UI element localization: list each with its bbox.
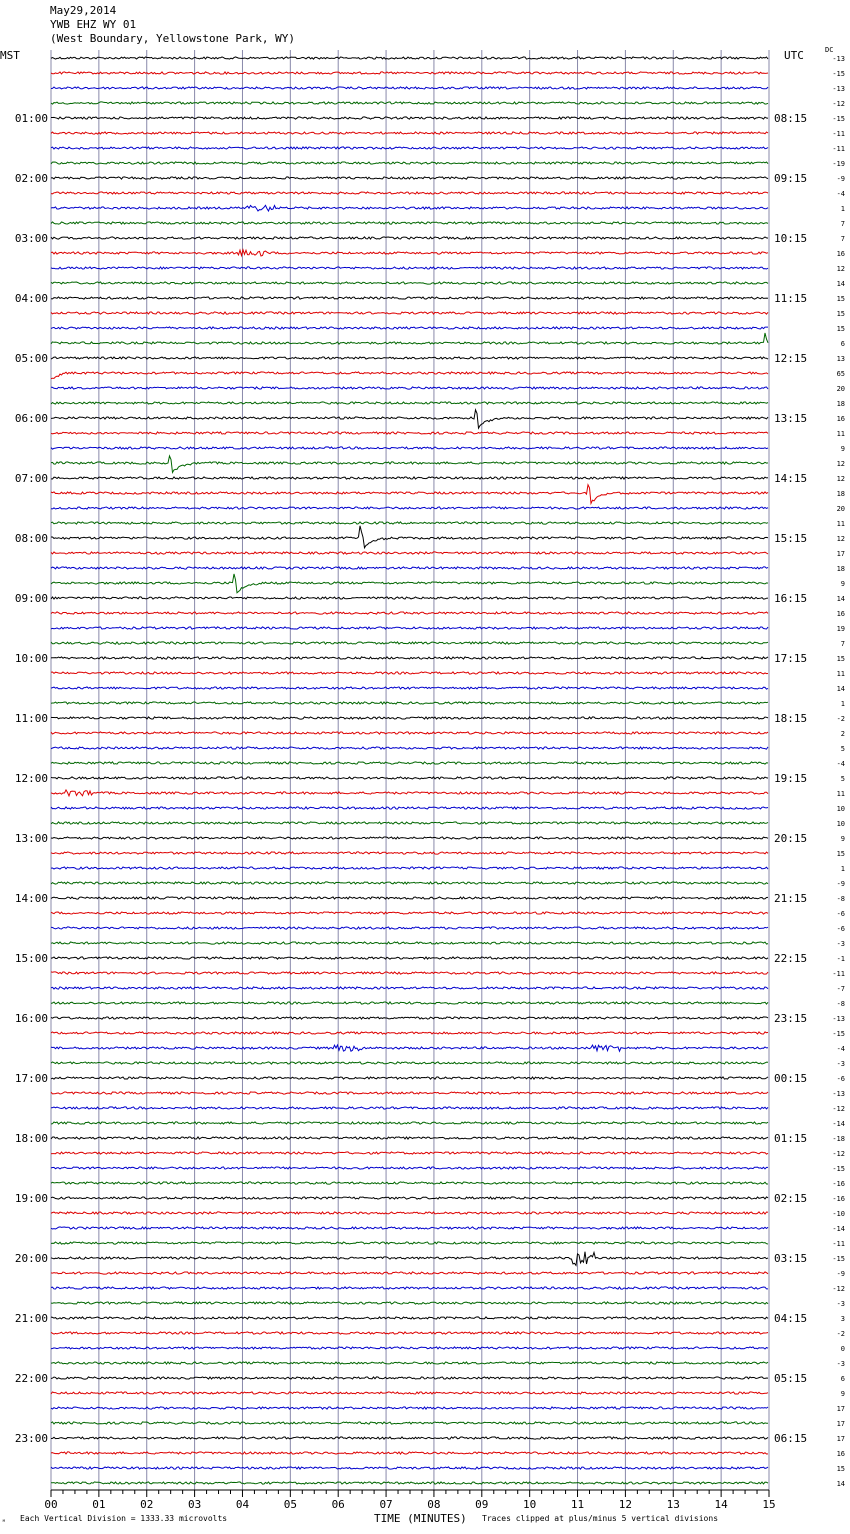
dc-offset-value: 65 <box>836 370 845 378</box>
dc-offset-value: 16 <box>836 610 845 618</box>
dc-offset-value: 14 <box>836 685 845 693</box>
dc-offset-value: -11 <box>832 145 845 153</box>
trace-row-37 <box>51 612 768 614</box>
trace-row-30 <box>51 507 768 509</box>
dc-offset-value: 9 <box>840 580 845 588</box>
dc-offset-labels <box>832 55 845 1488</box>
trace-row-40 <box>51 657 768 659</box>
dc-offset-value: -8 <box>836 895 845 903</box>
x-tick-label: 12 <box>618 1498 633 1511</box>
dc-offset-value: -12 <box>832 1105 845 1113</box>
utc-hour-label: 02:15 <box>774 1192 808 1205</box>
dc-offset-value: -14 <box>832 1120 845 1128</box>
mst-hour-label: 07:00 <box>14 472 48 485</box>
trace-row-47 <box>51 762 768 764</box>
utc-hour-label: 14:15 <box>774 472 808 485</box>
trace-row-9 <box>51 192 768 194</box>
x-tick-label: 01 <box>92 1498 106 1511</box>
trace-row-36 <box>51 597 768 599</box>
trace-row-8 <box>51 177 768 179</box>
trace-row-10 <box>51 205 768 211</box>
trace-row-71 <box>51 1122 768 1124</box>
dc-offset-value: -4 <box>836 190 845 198</box>
mst-hour-label: 14:00 <box>14 892 48 905</box>
mst-hour-label: 05:00 <box>14 352 48 365</box>
dc-offset-value: -13 <box>832 85 845 93</box>
trace-row-92 <box>51 1437 768 1439</box>
trace-row-64 <box>51 1017 768 1019</box>
trace-row-59 <box>51 942 768 944</box>
dc-offset-value: -16 <box>832 1180 845 1188</box>
trace-row-25 <box>51 432 768 434</box>
dc-offset-value: 16 <box>836 415 845 423</box>
trace-row-46 <box>51 747 768 749</box>
trace-row-58 <box>51 927 768 929</box>
trace-row-39 <box>51 642 768 644</box>
x-tick-label: 06 <box>331 1498 345 1511</box>
trace-row-32 <box>51 526 768 548</box>
trace-row-5 <box>51 132 768 134</box>
dc-offset-value: -14 <box>832 1225 845 1233</box>
dc-offset-header: DC <box>825 46 834 54</box>
trace-row-52 <box>51 837 768 839</box>
time-axis <box>44 1490 775 1511</box>
utc-hour-label: 17:15 <box>774 652 808 665</box>
trace-row-74 <box>51 1167 768 1169</box>
trace-row-42 <box>51 687 768 689</box>
dc-offset-value: 3 <box>840 1315 845 1323</box>
dc-offset-value: -15 <box>832 115 845 123</box>
dc-offset-value: 17 <box>836 550 845 558</box>
mst-hour-label: 12:00 <box>14 772 48 785</box>
x-tick-label: 08 <box>427 1498 441 1511</box>
trace-row-3 <box>51 102 768 104</box>
utc-hour-label: 16:15 <box>774 592 808 605</box>
dc-offset-value: -3 <box>836 1060 845 1068</box>
dc-offset-value: -15 <box>832 1165 845 1173</box>
trace-row-72 <box>51 1137 768 1139</box>
dc-offset-value: 14 <box>836 595 845 603</box>
trace-row-45 <box>51 732 768 734</box>
dc-offset-value: 9 <box>840 445 845 453</box>
dc-offset-value: 12 <box>836 460 845 468</box>
x-tick-label: 11 <box>570 1498 585 1511</box>
trace-row-57 <box>51 912 768 914</box>
x-tick-label: 05 <box>283 1498 297 1511</box>
dc-offset-value: 17 <box>836 1435 845 1443</box>
dc-offset-value: -3 <box>836 940 845 948</box>
dc-offset-value: -15 <box>832 70 845 78</box>
dc-offset-value: -13 <box>832 55 845 63</box>
trace-row-79 <box>51 1242 768 1244</box>
mst-hour-label: 09:00 <box>14 592 48 605</box>
dc-offset-value: 7 <box>840 640 845 648</box>
trace-row-19 <box>51 333 768 344</box>
dc-offset-value: -1 <box>836 955 845 963</box>
mst-hour-label: 17:00 <box>14 1072 48 1085</box>
dc-offset-value: 19 <box>836 625 845 633</box>
dc-offset-value: 14 <box>836 1480 845 1488</box>
utc-hour-label: 06:15 <box>774 1432 808 1445</box>
trace-row-84 <box>51 1317 768 1319</box>
station-code: YWB EHZ WY 01 <box>50 18 137 31</box>
trace-row-93 <box>51 1452 768 1454</box>
dc-offset-value: 6 <box>840 340 845 348</box>
dc-offset-value: 10 <box>836 820 845 828</box>
dc-offset-value: 15 <box>836 850 845 858</box>
dc-offset-value: 15 <box>836 325 845 333</box>
x-tick-label: 04 <box>235 1498 250 1511</box>
trace-row-95 <box>51 1482 768 1484</box>
utc-hour-label: 15:15 <box>774 532 808 545</box>
trace-row-68 <box>51 1077 768 1079</box>
dc-offset-value: -19 <box>832 160 845 168</box>
trace-row-21 <box>51 372 768 379</box>
trace-row-17 <box>51 312 768 314</box>
dc-offset-value: 0 <box>840 1345 845 1353</box>
dc-offset-value: 1 <box>840 865 845 873</box>
trace-row-78 <box>51 1227 768 1229</box>
dc-offset-value: 7 <box>840 235 845 243</box>
mst-hour-label: 18:00 <box>14 1132 48 1145</box>
dc-offset-value: -13 <box>832 1090 845 1098</box>
trace-row-65 <box>51 1032 768 1034</box>
dc-offset-value: 20 <box>836 385 845 393</box>
dc-offset-value: 12 <box>836 535 845 543</box>
trace-row-22 <box>51 387 768 389</box>
trace-row-61 <box>51 972 768 974</box>
trace-row-12 <box>51 237 768 239</box>
trace-row-85 <box>51 1332 768 1334</box>
dc-offset-value: 10 <box>836 805 845 813</box>
dc-offset-value: 16 <box>836 250 845 258</box>
trace-row-13 <box>51 250 768 256</box>
trace-row-31 <box>51 522 768 524</box>
dc-offset-value: -9 <box>836 1270 845 1278</box>
utc-hour-label: 18:15 <box>774 712 808 725</box>
dc-offset-value: -3 <box>836 1360 845 1368</box>
utc-hour-label: 13:15 <box>774 412 808 425</box>
dc-offset-value: -2 <box>836 1330 845 1338</box>
dc-offset-value: -6 <box>836 910 845 918</box>
dc-offset-value: 11 <box>836 430 845 438</box>
dc-offset-value: -16 <box>832 1195 845 1203</box>
trace-row-88 <box>51 1377 768 1379</box>
dc-offset-value: 15 <box>836 1465 845 1473</box>
vertical-division-note: Each Vertical Division = 1333.33 microvolts <box>20 1514 228 1523</box>
trace-row-33 <box>51 552 768 554</box>
utc-hour-label: 04:15 <box>774 1312 808 1325</box>
trace-row-26 <box>51 447 768 449</box>
clipping-note: Traces clipped at plus/minus 5 vertical divisions <box>482 1514 719 1523</box>
dc-offset-value: 9 <box>840 835 845 843</box>
trace-row-34 <box>51 567 768 569</box>
x-tick-label: 02 <box>140 1498 154 1511</box>
trace-row-75 <box>51 1182 768 1184</box>
dc-offset-value: -13 <box>832 1015 845 1023</box>
dc-offset-value: 20 <box>836 505 845 513</box>
dc-offset-value: -7 <box>836 985 845 993</box>
mst-hour-label: 15:00 <box>14 952 48 965</box>
left-timezone-label: MST <box>0 49 20 62</box>
trace-row-38 <box>51 627 768 629</box>
trace-row-20 <box>51 357 768 359</box>
x-tick-label: 03 <box>187 1498 202 1511</box>
utc-hour-label: 09:15 <box>774 172 808 185</box>
dc-offset-value: 15 <box>836 655 845 663</box>
dc-offset-value: 15 <box>836 295 845 303</box>
dc-offset-value: 5 <box>840 775 845 783</box>
dc-offset-value: -6 <box>836 1075 845 1083</box>
dc-offset-value: 16 <box>836 1450 845 1458</box>
trace-row-54 <box>51 867 768 869</box>
mst-hour-label: 06:00 <box>14 412 48 425</box>
dc-offset-value: 6 <box>840 1375 845 1383</box>
trace-row-77 <box>51 1212 768 1214</box>
trace-row-29 <box>51 485 768 504</box>
dc-offset-value: 12 <box>836 265 845 273</box>
dc-offset-value: 7 <box>840 220 845 228</box>
dc-offset-value: -4 <box>836 760 845 768</box>
mst-hour-label: 20:00 <box>14 1252 48 1265</box>
trace-row-41 <box>51 672 768 674</box>
dc-offset-value: -3 <box>836 1300 845 1308</box>
trace-row-53 <box>51 852 768 854</box>
dc-offset-value: 12 <box>836 475 845 483</box>
mst-hour-label: 19:00 <box>14 1192 48 1205</box>
mst-hour-label: 21:00 <box>14 1312 48 1325</box>
dc-offset-value: -4 <box>836 1045 845 1053</box>
x-tick-label: 07 <box>379 1498 393 1511</box>
trace-row-27 <box>51 456 768 473</box>
mst-hour-label: 10:00 <box>14 652 48 665</box>
trace-row-11 <box>51 222 768 224</box>
trace-row-48 <box>51 777 768 779</box>
trace-row-2 <box>51 87 768 89</box>
dc-offset-value: 18 <box>836 490 845 498</box>
x-tick-label: 13 <box>666 1498 680 1511</box>
dc-offset-value: -12 <box>832 1285 845 1293</box>
utc-hour-label: 21:15 <box>774 892 808 905</box>
utc-hour-label: 11:15 <box>774 292 808 305</box>
dc-offset-value: -15 <box>832 1030 845 1038</box>
dc-offset-value: 17 <box>836 1405 845 1413</box>
mst-hour-label: 04:00 <box>14 292 48 305</box>
x-axis-label: TIME (MINUTES) <box>374 1512 467 1525</box>
dc-offset-value: -8 <box>836 1000 845 1008</box>
mst-hour-label: 13:00 <box>14 832 48 845</box>
mst-hour-label: 22:00 <box>14 1372 48 1385</box>
x-tick-label: 15 <box>762 1498 776 1511</box>
dc-offset-value: -9 <box>836 880 845 888</box>
trace-row-80 <box>51 1252 768 1266</box>
trace-row-56 <box>51 897 768 899</box>
utc-hour-label: 23:15 <box>774 1012 808 1025</box>
corner-mark: ᴹ <box>2 1519 6 1526</box>
trace-row-67 <box>51 1062 768 1064</box>
dc-offset-value: 11 <box>836 670 845 678</box>
trace-row-43 <box>51 702 768 704</box>
trace-row-28 <box>51 477 768 479</box>
dc-offset-value: -2 <box>836 715 845 723</box>
dc-offset-value: -11 <box>832 130 845 138</box>
trace-row-15 <box>51 282 768 284</box>
trace-row-87 <box>51 1362 768 1364</box>
x-tick-label: 10 <box>523 1498 537 1511</box>
trace-row-35 <box>51 574 768 593</box>
dc-offset-value: 2 <box>840 730 845 738</box>
trace-row-69 <box>51 1092 768 1094</box>
dc-offset-value: -11 <box>832 970 845 978</box>
utc-hour-label: 19:15 <box>774 772 808 785</box>
dc-offset-value: 5 <box>840 745 845 753</box>
utc-hour-label: 03:15 <box>774 1252 808 1265</box>
utc-hour-label: 10:15 <box>774 232 808 245</box>
utc-hour-label: 12:15 <box>774 352 808 365</box>
dc-offset-value: 18 <box>836 400 845 408</box>
trace-row-55 <box>51 882 768 884</box>
trace-row-50 <box>51 807 768 809</box>
trace-row-62 <box>51 987 768 989</box>
dc-offset-value: 18 <box>836 565 845 573</box>
trace-row-91 <box>51 1422 768 1424</box>
utc-hour-label: 05:15 <box>774 1372 808 1385</box>
trace-row-76 <box>51 1197 768 1199</box>
trace-row-90 <box>51 1407 768 1409</box>
utc-hour-label: 22:15 <box>774 952 808 965</box>
utc-hour-label: 00:15 <box>774 1072 808 1085</box>
mst-hour-label: 01:00 <box>14 112 48 125</box>
utc-hour-label: 20:15 <box>774 832 808 845</box>
dc-offset-value: 1 <box>840 700 845 708</box>
trace-row-73 <box>51 1152 768 1154</box>
mst-hour-label: 23:00 <box>14 1432 48 1445</box>
record-date: May29,2014 <box>50 4 117 17</box>
mst-hour-label: 02:00 <box>14 172 48 185</box>
trace-row-4 <box>51 117 768 119</box>
trace-row-66 <box>51 1045 768 1051</box>
dc-offset-value: 1 <box>840 205 845 213</box>
trace-row-18 <box>51 327 768 329</box>
dc-offset-value: -11 <box>832 1240 845 1248</box>
trace-row-14 <box>51 267 768 269</box>
dc-offset-value: 15 <box>836 310 845 318</box>
dc-offset-value: -9 <box>836 175 845 183</box>
dc-offset-value: -6 <box>836 925 845 933</box>
trace-row-7 <box>51 162 768 164</box>
x-tick-label: 14 <box>714 1498 728 1511</box>
dc-offset-value: 14 <box>836 280 845 288</box>
trace-row-6 <box>51 147 768 149</box>
seismic-traces <box>51 57 768 1484</box>
trace-row-82 <box>51 1287 768 1289</box>
dc-offset-value: -12 <box>832 1150 845 1158</box>
utc-hour-label: 08:15 <box>774 112 808 125</box>
dc-offset-value: -10 <box>832 1210 845 1218</box>
mst-hour-label: 11:00 <box>14 712 48 725</box>
x-tick-label: 00 <box>44 1498 58 1511</box>
trace-row-49 <box>51 790 768 796</box>
station-location: (West Boundary, Yellowstone Park, WY) <box>50 32 296 45</box>
trace-row-16 <box>51 297 768 299</box>
dc-offset-value: 17 <box>836 1420 845 1428</box>
trace-row-63 <box>51 1002 768 1004</box>
trace-row-81 <box>51 1272 768 1274</box>
utc-hour-label: 01:15 <box>774 1132 808 1145</box>
trace-row-1 <box>51 72 768 74</box>
mst-hour-label: 03:00 <box>14 232 48 245</box>
trace-row-89 <box>51 1392 768 1394</box>
trace-row-24 <box>51 410 768 428</box>
trace-row-94 <box>51 1467 768 1469</box>
trace-row-83 <box>51 1302 768 1304</box>
dc-offset-value: -12 <box>832 100 845 108</box>
right-timezone-label: UTC <box>784 49 804 62</box>
mst-hour-label: 16:00 <box>14 1012 48 1025</box>
trace-row-86 <box>51 1347 768 1349</box>
trace-row-51 <box>51 822 768 824</box>
x-tick-label: 09 <box>475 1498 489 1511</box>
dc-offset-value: -18 <box>832 1135 845 1143</box>
trace-row-23 <box>51 402 768 404</box>
dc-offset-value: 11 <box>836 520 845 528</box>
trace-row-70 <box>51 1107 768 1109</box>
dc-offset-value: 13 <box>836 355 845 363</box>
dc-offset-value: -15 <box>832 1255 845 1263</box>
mst-hour-label: 08:00 <box>14 532 48 545</box>
trace-row-60 <box>51 957 768 959</box>
dc-offset-value: 9 <box>840 1390 845 1398</box>
dc-offset-value: 11 <box>836 790 845 798</box>
trace-row-44 <box>51 717 768 719</box>
trace-row-0 <box>51 57 768 59</box>
